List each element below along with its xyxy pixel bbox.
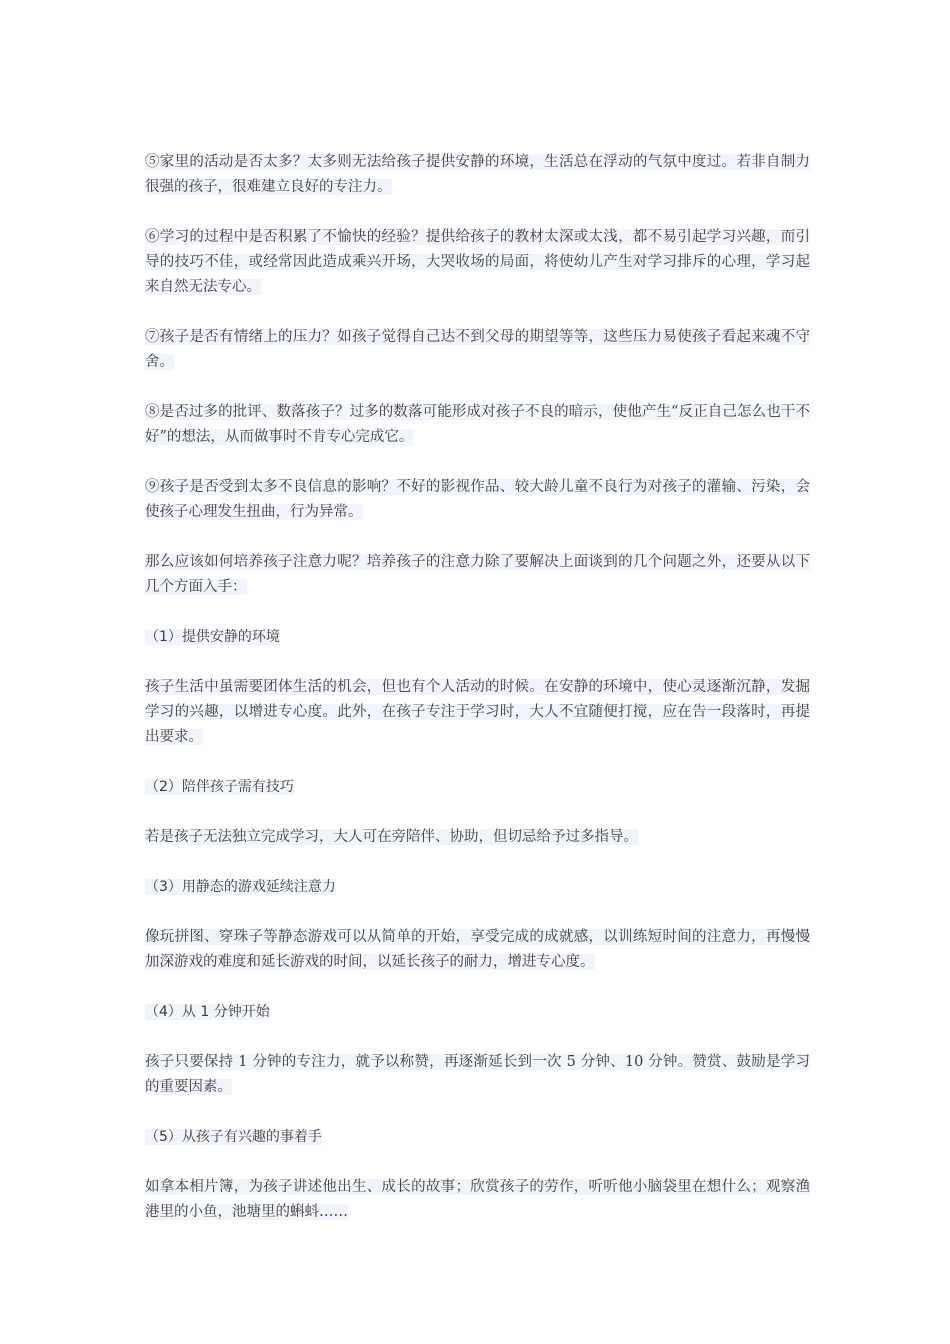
paragraph-text: 那么应该如何培养孩子注意力呢？培养孩子的注意力除了要解决上面谈到的几个问题之外，还要从以下几个方面入手： xyxy=(145,554,810,595)
heading-text: （3）用静态的游戏延续注意力 xyxy=(145,879,336,895)
paragraph-text: 孩子生活中虽需要团体生活的机会，但也有个人活动的时候。在安静的环境中，使心灵逐渐沉静，发掘学习的兴趣，以增进专心度。此外，在孩子专注于学习时，大人不宜随便打搅，应在告一段落时，再提出要求。 xyxy=(145,679,810,745)
section-heading-4 xyxy=(145,1000,810,1025)
paragraph-item-8 xyxy=(145,400,810,450)
paragraph-text: ⑥学习的过程中是否积累了不愉快的经验？提供给孩子的教材太深或太浅，都不易引起学习兴趣，而引导的技巧不佳，或经常因此造成乘兴开场，大哭收场的局面，将使幼儿产生对学习排斥的心理，学习起来自然无法专心。 xyxy=(145,229,810,295)
section-body-5 xyxy=(145,1175,810,1225)
section-heading-5 xyxy=(145,1125,810,1150)
section-heading-2 xyxy=(145,775,810,800)
section-body-4 xyxy=(145,1050,810,1100)
paragraph-item-7 xyxy=(145,325,810,375)
paragraph-text: ⑤家里的活动是否太多？太多则无法给孩子提供安静的环境，生活总在浮动的气氛中度过。若非自制力很强的孩子，很难建立良好的专注力。 xyxy=(145,154,810,195)
paragraph-text: 若是孩子无法独立完成学习，大人可在旁陪伴、协助，但切忌给予过多指导。 xyxy=(145,829,638,845)
document-body xyxy=(145,150,810,1250)
paragraph-text: ⑨孩子是否受到太多不良信息的影响？不好的影视作品、较大龄儿童不良行为对孩子的灌输、污染，会使孩子心理发生扭曲，行为异常。 xyxy=(145,479,810,520)
heading-text: （2）陪伴孩子需有技巧 xyxy=(145,779,294,795)
paragraph-text: ⑧是否过多的批评、数落孩子？过多的数落可能形成对孩子不良的暗示，使他产生“反正自己怎么也干不好”的想法，从而做事时不肯专心完成它。 xyxy=(145,404,810,445)
paragraph-text: 如拿本相片簿，为孩子讲述他出生、成长的故事；欣赏孩子的劳作，听听他小脑袋里在想什么；观察渔港里的小鱼，池塘里的蝌蚪…… xyxy=(145,1179,810,1220)
paragraph-text: 像玩拼图、穿珠子等静态游戏可以从简单的开始，享受完成的成就感，以训练短时间的注意力，再慢慢加深游戏的难度和延长游戏的时间，以延长孩子的耐力，增进专心度。 xyxy=(145,929,810,970)
paragraph-text: ⑦孩子是否有情绪上的压力？如孩子觉得自己达不到父母的期望等等，这些压力易使孩子看起来魂不守舍。 xyxy=(145,329,810,370)
section-body-3 xyxy=(145,925,810,975)
paragraph-text: 孩子只要保持 1 分钟的专注力，就予以称赞，再逐渐延长到一次 5 分钟、10 分钟。赞赏、鼓励是学习的重要因素。 xyxy=(145,1054,810,1095)
section-heading-3 xyxy=(145,875,810,900)
section-body-2 xyxy=(145,825,810,850)
paragraph-item-9 xyxy=(145,475,810,525)
paragraph-item-6 xyxy=(145,225,810,300)
heading-text: （5）从孩子有兴趣的事着手 xyxy=(145,1129,322,1145)
paragraph-item-5 xyxy=(145,150,810,200)
heading-text: （4）从 1 分钟开始 xyxy=(145,1004,270,1020)
section-body-1 xyxy=(145,675,810,750)
intro-paragraph xyxy=(145,550,810,600)
heading-text: （1）提供安静的环境 xyxy=(145,629,280,645)
section-heading-1 xyxy=(145,625,810,650)
